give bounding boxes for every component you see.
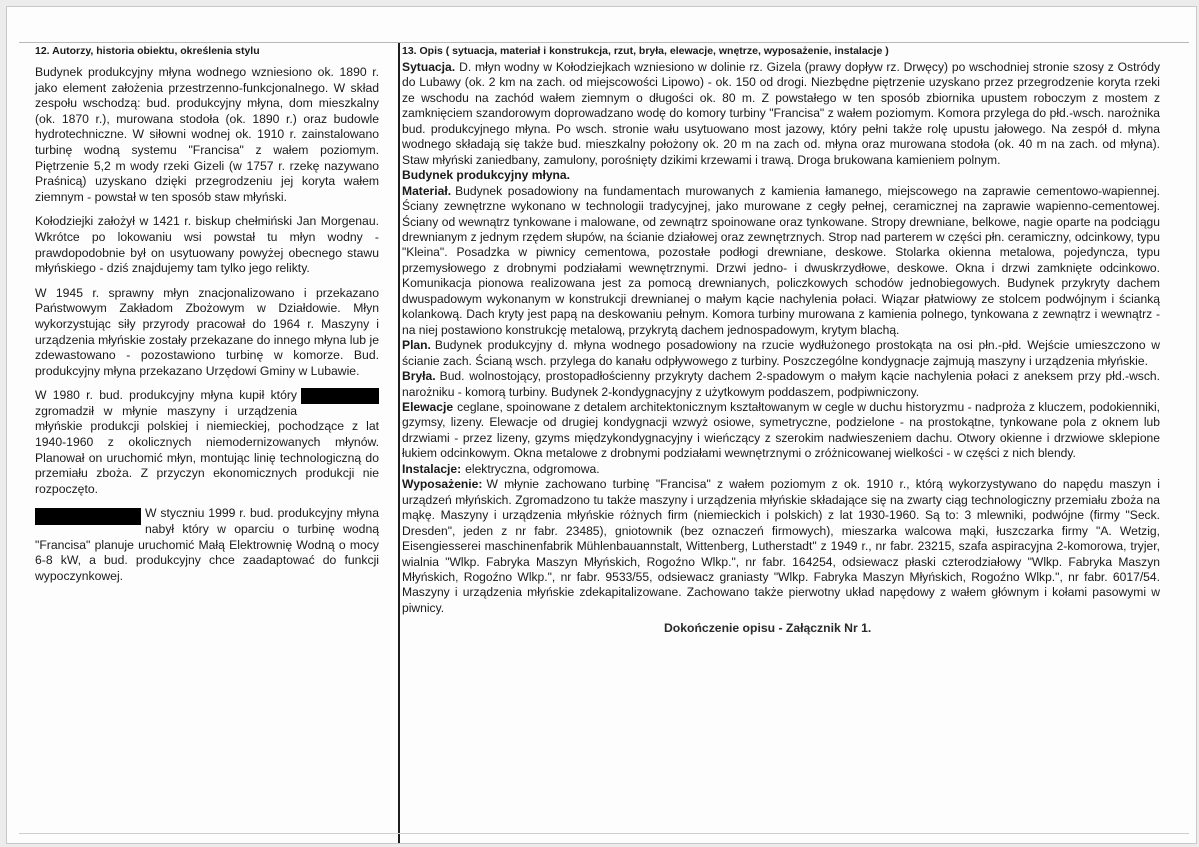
section-wyposazenie [402,477,1160,616]
top-rule [19,42,1189,43]
instalacje-text: elektryczna, odgromowa. [465,461,600,476]
bryla-text: Bud. wolnostojący, prostopadłościenny przykryty dachem 2-spadowym o małym kącie nachylenia połaci z aneksem przy płd.-wsch. narożniku - komorą turbiny. Budynek 2-kondygnacyjny z użytkowym poddaszem, podpiwniczony. [402,369,1160,399]
plan-label: Plan. [402,338,431,353]
description-heading: 13. Opis ( sytuacja, materiał i konstrukcja, rzut, bryła, elewacje, wnętrze, wyposażenie, instalacje ) [402,45,889,57]
description-column [402,44,1160,635]
closing-note: Dokończenie opisu - Załącznik Nr 1. [664,621,872,636]
bottom-rule [19,833,1189,834]
bryla-label: Bryła. [402,369,436,384]
elewacje-label: Elewacje [402,399,454,414]
section-sytuacja [402,60,1160,168]
history-paragraph-3: W 1945 r. sprawny młyn znacjonalizowano i przekazano Państwowym Zakładom Zbożowym w Działdowie. Młyn wykorzystując siły przyrody pracował do 1964 r. Maszyny i urządzenia młyńskie zostały przekazane do innego młyna lub je zdewastowano - pozostawiono turbinę w komorze. Bud. produkcyjny młyna przekazano Urzędowi Gminy w Lubawie. [35,285,379,378]
history-paragraph-2: Kołodziejki założył w 1421 r. biskup chełmiński Jan Morgenau. Wkrótce po lokowaniu wsi powstał tu młyn wodny - prawdopodobnie był on usytuowany powyżej obecnego stawu młyńskiego - dziś znajdujemy tam tylko jego relikty. [35,214,379,276]
section-plan [402,338,1160,369]
section-bryla [402,369,1160,400]
history-column [35,44,379,593]
history-heading: 12. Autorzy, historia obiektu, określenia stylu [35,45,260,57]
wyposazenie-label: Wyposażenie: [402,477,483,492]
section-material [402,184,1160,339]
elewacje-text: ceglane, spoinowane z detalem architektonicznym kształtowanym w cegle w duchu historyzmu - nadproża z kluczem, podokienniki, gzymsy, lizeny. Elewacje od drugiej kondygnacji wzwyż osiowe, symetryczne, podzielone - na prostokątne, tynkowane pola z oknem lub drzwiami - przez lizeny, gzyms międzykondygnacyjny i wieńczący z szerokim nadwieszeniem dachu. Otwory okienne i drzwiowe sklepione łukiem odcinkowym. Okna metalowe z drobnymi podziałami wewnętrznymi o zróżnicowanej wielkości - w części z nich blendy. [402,399,1160,461]
material-text: Budynek posadowiony na fundamentach murowanych z kamienia łamanego, miejscowego na zaprawie cementowo-wapiennej. Ściany zewnętrzne wykonano w technologii tradycyjnej, jako murowane z cegły pełnej, ceramicznej na zaprawie wapienno-cementowej. Ściany od wewnątrz tynkowane i malowane, od zewnątrz spoinowane oraz tynkowane. Stropy drewniane, belkowe, nagie oparte na podciągu drewnianym z jednym rzędem słupów, na ścianie działowej oraz zewnętrznych. Strop nad parterem w części płn. ceramiczny, odcinkowy, typu "Kleina". Posadzka w piwnicy cementowa, pozostałe podłogi drewniane, deskowe. Stolarka okienna metalowa, pojedyncza, typu przemysłowego z drobnymi podziałami wewnętrznymi. Drzwi jedno- i dwuskrzydłowe, deskowe. Okna i drzwi zamknięte odcinkowo. Komunikacja pionowa realizowana jest za pomocą drewnianych, policzkowych schodów jednobiegowych. Budynek przykryty dachem dwuspadowym wykonanym w konstrukcji drewnianej o małym kącie nachylenia połaci. Wiązar płatwiowy ze stolcem podwójnym i ścianką kolankową. Dach kryty jest papą na deskowaniu pełnym. Komora turbiny murowana z kamienia polnego, tynkowana z zewnątrz i wewnątrz - na niej postawiono konstrukcję metalową, przykrytą dachem jednospadowym, krytym blachą. [402,183,1160,337]
sytuacja-label: Sytuacja. [402,60,456,74]
history-paragraph-5-text: W styczniu 1999 r. bud. produkcyjny młyna nabył który w oparciu o turbinę wodną "Francisa" planuje uruchomić Małą Elektrownię Wodną o mocy 6-8 kW, a bud. produkcyjny chce zaadaptować do funkcji wypoczynkowej. [35,506,379,583]
material-label: Materiał. [402,183,452,198]
section-elewacje [402,400,1160,462]
plan-text: Budynek produkcyjny d. młyna wodnego posadowiony na rzucie wydłużonego prostokąta na osi płn.-płd. Wejście umieszczono w ścianie zach. Ścianą wsch. przylega do kanału odpływowego z turbiny. Poszczególne kondygnacje zajmują maszyny i urządzenia młyńskie. [402,338,1160,368]
instalacje-label: Instalacje: [402,461,462,476]
redaction-block [35,508,141,525]
column-divider [398,43,400,843]
history-paragraph-5 [35,506,379,584]
wyposazenie-text: W młynie zachowano turbinę "Francisa" z wałem poziomym z ok. 1910 r., którą wykorzystywano do napędu maszyn i urządzeń młyńskich. Zgromadzono tu także maszyny i urządzenia młyńskie składające się na zwarty ciąg technologiczny przemiału zboża na mąkę. Maszyny i urządzenia młyńskie różnych firm (niemieckich i polskich) z lat 1930-1960. Są to: 3 mlewniki, podwójne (firmy "Seck. Dresden", jeden z nr fabr. 23485), gniotownik (bez oznaczeń firmowych), mieszarka walcowa mąki, łuszczarka firmy "A. Wetzig, Eisengiesserei maschinenfabrik Mühlenbauannstalt, Wittenberg, Lutherstadt" z 1949 r., nr fabr. 23215, szafa aspiracyjna 2-komorowa, tryjer, wialnia "Wlkp. Fabryka Maszyn Młyńskich, Rogoźno Wlkp.", nr fabr. 164254, odsiewacz płaski czterodziałowy "Wlkp. Fabryka Maszyn Młyńskich, Rogoźno Wlkp.", nr fabr. 9533/55, odsiewacz graniasty "Wlkp. Fabryka Maszyn Młyńskich, Rogoźno Wlkp.", nr fabr. 6017/54. Maszyny i urządzenia młyńskie zdekapitalizowane. Zachowano także pierwotny układ napędowy z wałem głównym i kołami pasowymi w piwnicy. [402,477,1160,615]
history-paragraph-4-text: W 1980 r. bud. produkcyjny młyna kupił który zgromadził w młynie maszyny i urządzenia młyńskie produkcji polskiej i niemieckiej, pochodzące z lat 1940-1960 z okolicznych niemodernizowanych młynów. Planował on uruchomić młyn, montując linię technologiczną do przemiału zboża. Z przyczyn ekonomicznych produkcji nie rozpoczęto. [35,388,379,496]
redaction-block [301,388,379,404]
history-paragraph-4 [35,388,379,497]
budynek-heading: Budynek produkcyjny młyna. [402,168,571,183]
history-paragraph-1: Budynek produkcyjny młyna wodnego wzniesiono ok. 1890 r. jako element założenia przestrzenno-funkcjonalnego. W skład zespołu wschodzą: bud. produkcyjny młyna, dom mieszkalny (ok. 1870 r.), murowana stodoła (ok. 1890 r.) oraz budowle hydrotechniczne. W siłowni wodnej ok. 1910 r. zainstalowano turbinę wodną systemu "Francisa" z wałem poziomym. Piętrzenie 5,2 m wody rzeki Gizeli (w 1757 r. rzekę nazywano Praśnicą) uzyskano dzięki przegrodzeniu jej koryta wałem ziemnym - powstał w ten sposób staw młyński. [35,65,379,204]
sytuacja-text: D. młyn wodny w Kołodziejkach wzniesiono w dolinie rz. Gizela (prawy dopływ rz. Drwęcy) po wschodniej stronie szosy z Ostródy do Lubawy (ok. 2 km na zach. od miejscowości Lipowo) - ok. 150 od drogi. Niezbędne piętrzenie uzyskano przez przegrodzenie koryta rzeki ze wschodu na zachód wałem ziemnym o długości ok. 80 m. Z powstałego w ten sposób zbiornika upustem roboczym z mostem z zamknięciem szandorowym doprowadzano wodę do komory turbiny "Francisa" z wałem poziomym. Komora przylega do płd.-wsch. narożnika bud. produkcyjnego młyna. Po wsch. stronie wału usytuowano most jazowy, który pełni także rolę upustu jałowego. Na zespół d. młyna wodnego składają się także bud. mieszkalny położony ok. 20 m na zach od. młyna oraz murowana stodoła (ok. 40 m na zach. od młyna). Staw młyński zaniedbany, zamulony, porośnięty dzikimi krzewami i trawą. Droga brukowana kamieniem polnym. [402,60,1160,167]
section-instalacje [402,462,1160,477]
